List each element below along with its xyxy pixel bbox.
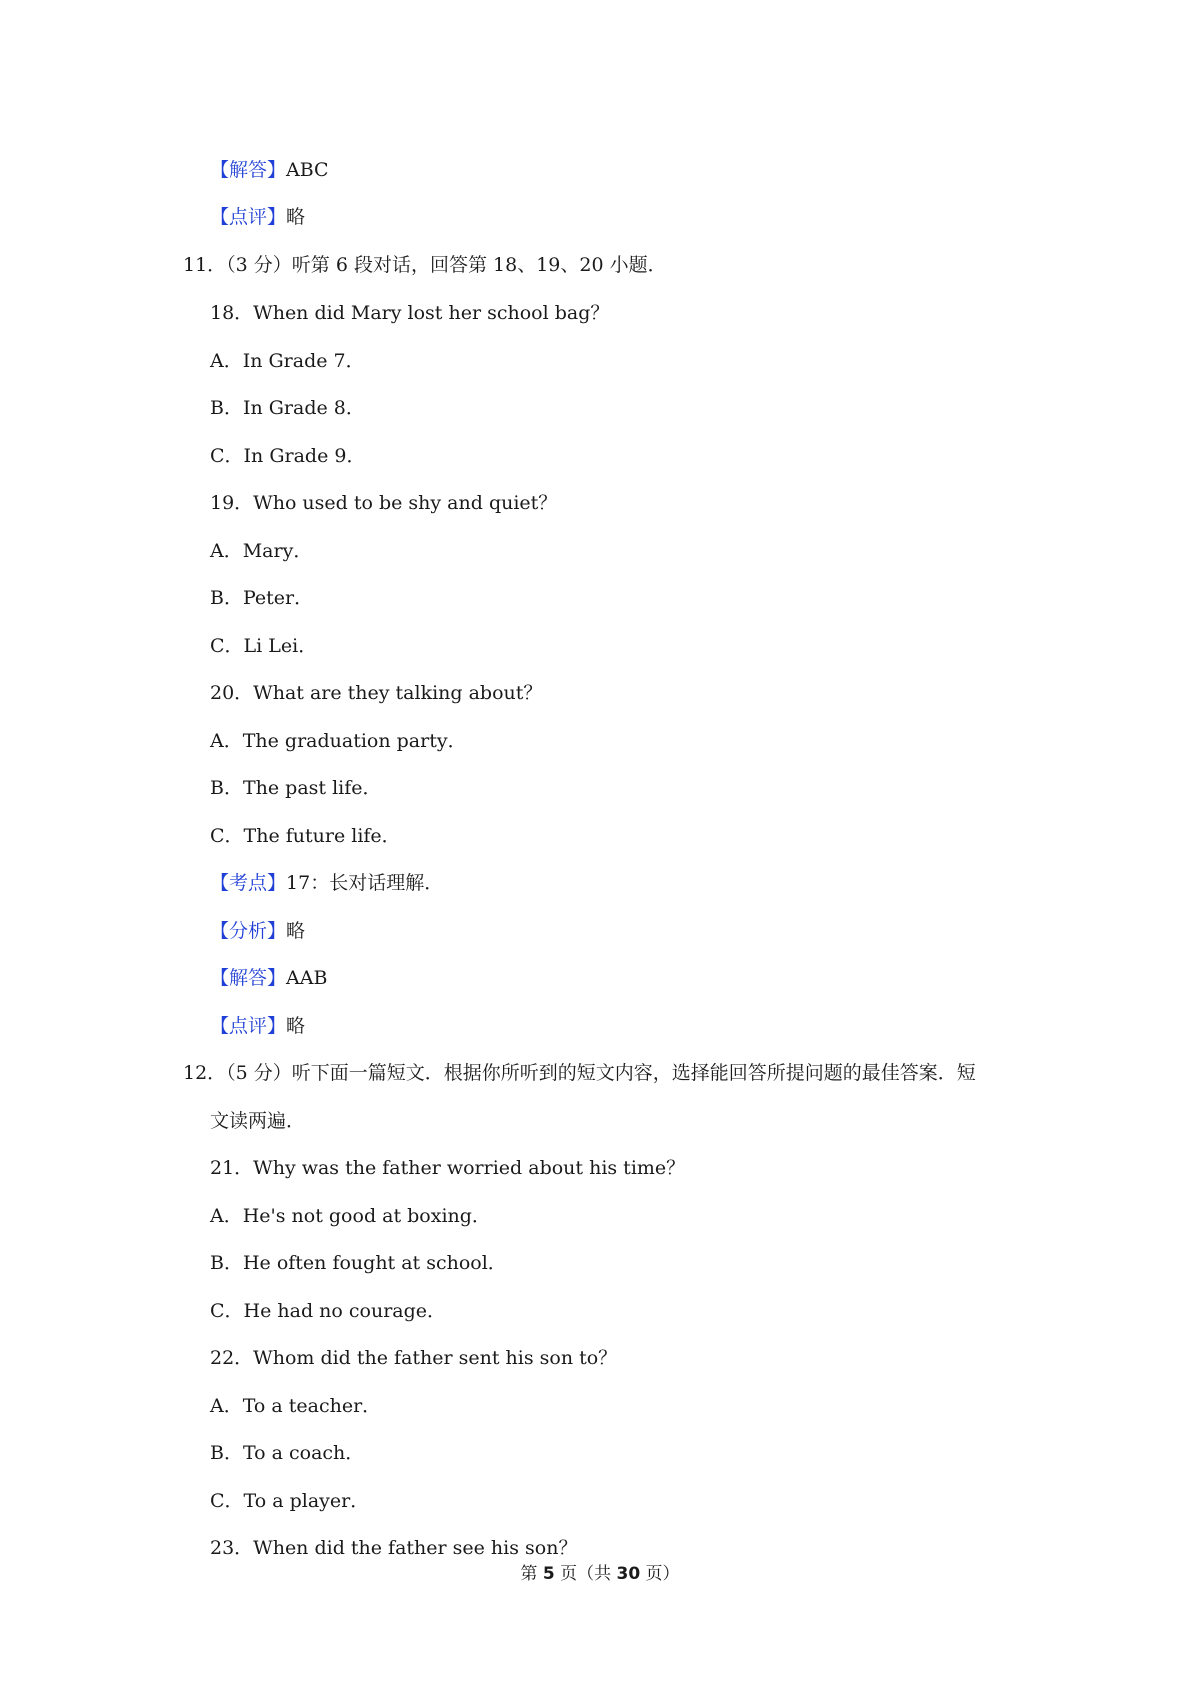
comment-tag: 【点评】 [210,206,287,228]
question-21-option-c: C．He had no courage． [210,1300,447,1322]
question-18: 18．When did Mary lost her school bag？ [210,302,610,324]
analysis-value: 略 [286,920,306,942]
comment-row [210,205,305,229]
question-22-option-b: B．To a coach． [210,1442,365,1464]
question-19-option-c: C．Li Lei． [210,635,318,657]
question-12-header-line1: 12．（5 分）听下面一篇短文．根据你所听到的短文内容，选择能回答所提问题的最佳答案．短 [183,1062,976,1084]
footer-middle: 页（共 [554,1564,617,1584]
question-20-option-c: C．The future life． [210,825,401,847]
analysis-tag: 【分析】 [210,920,287,942]
page-footer [0,1559,1200,1584]
topic-row [210,871,443,895]
question-21-option-a: A．He's not good at boxing． [210,1205,491,1227]
question-18-option-c: C．In Grade 9． [210,445,366,467]
answer-row-11 [210,966,327,990]
question-19-option-b: B．Peter． [210,587,314,609]
question-19-option-a: A．Mary． [210,540,313,562]
topic-tag: 【考点】 [210,872,287,894]
answer-row [210,158,329,182]
comment-value: 略 [286,206,306,228]
question-20-option-b: B．The past life． [210,777,382,799]
answer-value: ABC [286,159,329,181]
question-22-option-c: C．To a player． [210,1490,370,1512]
comment-row-11 [210,1014,305,1038]
comment-tag: 【点评】 [210,1015,287,1037]
answer-tag: 【解答】 [210,159,287,181]
footer-page-number: 5 [542,1564,555,1584]
question-12-header-line2: 文读两遍． [210,1110,306,1132]
question-23: 23．When did the father see his son？ [210,1537,578,1559]
question-21: 21．Why was the father worried about his time？ [210,1157,686,1179]
question-19: 19．Who used to be shy and quiet？ [210,492,558,514]
topic-value: 17：长对话理解． [286,872,444,894]
question-18-option-b: B．In Grade 8． [210,397,365,419]
question-22: 22．Whom did the father sent his son to？ [210,1347,618,1369]
question-18-option-a: A．In Grade 7． [210,350,365,372]
question-20: 20．What are they talking about？ [210,682,543,704]
answer-value: AAB [286,967,328,989]
question-21-option-b: B．He often fought at school． [210,1252,507,1274]
footer-suffix: 页） [640,1564,680,1584]
comment-value: 略 [286,1015,306,1037]
answer-tag: 【解答】 [210,967,287,989]
footer-prefix: 第 [520,1564,543,1584]
footer-total-pages: 30 [616,1564,641,1584]
question-11-header: 11．（3 分）听第 6 段对话，回答第 18、19、20 小题． [183,254,667,276]
question-22-option-a: A．To a teacher． [210,1395,382,1417]
analysis-row [210,919,305,943]
question-20-option-a: A．The graduation party． [210,730,467,752]
